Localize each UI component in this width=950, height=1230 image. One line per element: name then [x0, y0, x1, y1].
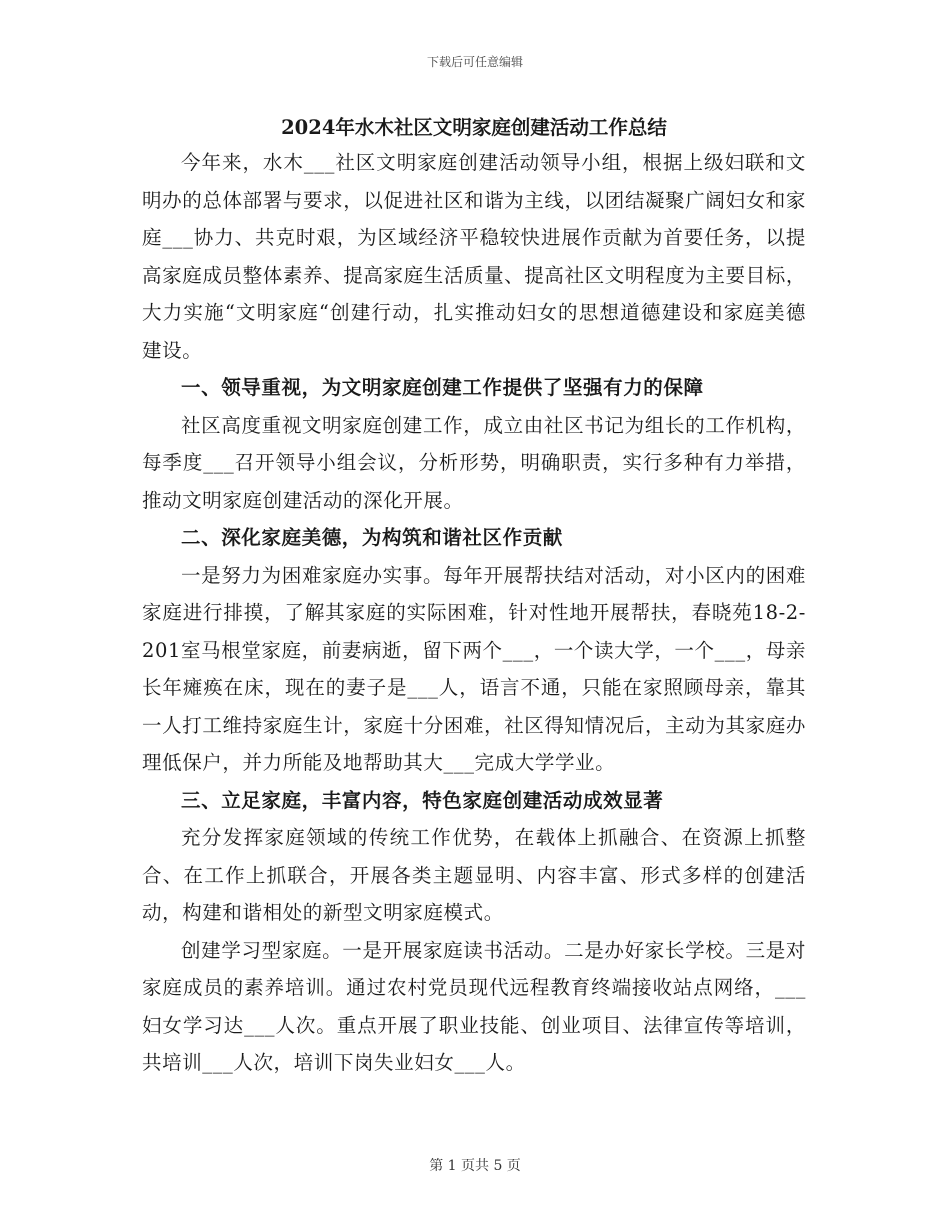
paragraph-section-3b: 创建学习型家庭。一是开展家庭读书活动。二是办好家长学校。三是对家庭成员的素养培训。通过农村党员现代远程教育终端接收站点网络，___妇女学习达___人次。重点开展了职业技能、创业项目、法律宣传等培训，共培训___人次，培训下岗失业妇女___人。	[142, 938, 806, 1074]
paragraph-section-2: 一是努力为困难家庭办实事。每年开展帮扶结对活动，对小区内的困难家庭进行排摸，了解其家庭的实际困难，针对性地开展帮扶，春晓苑18-2-201室马根堂家庭，前妻病逝，留下两个___，一个读大学，一个___，母亲长年瘫痪在床，现在的妻子是___人，语言不通，只能在家照顾母亲，靠其一人打工维持家庭生计，家庭十分困难，社区得知情况后，主动为其家庭办理低保户，并力所能及地帮助其大___完成大学学业。	[142, 563, 806, 774]
paragraph-section-1: 社区高度重视文明家庭创建工作，成立由社区书记为组长的工作机构，每季度___召开领导小组会议，分析形势，明确职责，实行多种有力举措，推动文明家庭创建活动的深化开展。	[142, 413, 806, 512]
section-heading-2: 二、深化家庭美德，为构筑和谐社区作贡献	[181, 526, 563, 549]
section-heading-1: 一、领导重视，为文明家庭创建工作提供了坚强有力的保障	[181, 376, 704, 399]
document-body	[142, 112, 806, 1082]
paragraph-intro: 今年来，水木___社区文明家庭创建活动领导小组，根据上级妇联和文明办的总体部署与要求，以促进社区和谐为主线，以团结凝聚广阔妇女和家庭___协力、共克时艰，为区域经济平稳较快进展作贡献为首要任务，以提高家庭成员整体素养、提高家庭生活质量、提高社区文明程度为主要目标，大力实施“文明家庭“创建行动，扎实推动妇女的思想道德建设和家庭美德建设。	[142, 151, 806, 362]
paragraph-section-3a: 充分发挥家庭领域的传统工作优势，在载体上抓融合、在资源上抓整合、在工作上抓联合，开展各类主题显明、内容丰富、形式多样的创建活动，构建和谐相处的新型文明家庭模式。	[142, 826, 806, 924]
document-title: 2024年水木社区文明家庭创建活动工作总结	[281, 116, 667, 139]
header-note: 下载后可任意编辑	[426, 55, 523, 69]
section-heading-3: 三、立足家庭，丰富内容，特色家庭创建活动成效显著	[181, 788, 664, 812]
page-number: 第 1 页共 5 页	[429, 1158, 521, 1174]
